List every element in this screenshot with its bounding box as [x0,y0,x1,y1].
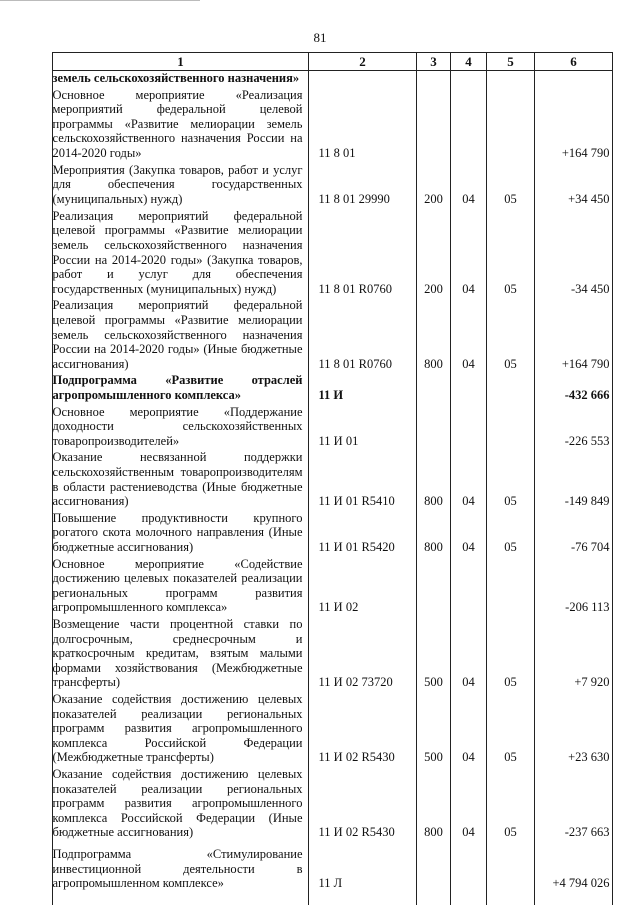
row-description: Оказание содействия достижению целевых показателей реализации региональных программ развития агропромышленного комплекса Российской Федерации (Иные бюджетные ассигнования) [52,766,303,840]
row-amount: +164 790 [561,356,610,371]
row-code: 11 8 01 [318,146,356,160]
col-header-amount: 6 [535,53,613,71]
row-code: 11 И 02 R5430 [318,750,395,765]
row-code: 11 И [318,387,344,402]
row-expense-type: 200 [424,281,443,296]
table-row [53,767,613,842]
table-row [53,692,613,767]
table-row [53,88,613,163]
row-section: 04 [462,539,475,554]
row-expense-type [417,557,451,617]
row-amount: -432 666 [564,387,610,402]
table-row [53,163,613,209]
row-amount [535,71,613,88]
column-divider [486,70,487,905]
row-section [451,88,487,163]
row-subsection: 05 [504,539,517,554]
row-section: 04 [462,281,475,296]
col-header-expense-type: 3 [417,53,451,71]
row-section: 04 [462,356,475,371]
row-expense-type: 500 [424,750,443,765]
row-section: 04 [462,825,475,840]
row-description: Основное мероприятие «Реализация мероприятий федеральной целевой программы «Развитие мелиорации земель сельскохозяйственного назначения России на 2014-2020 годы» [52,87,303,160]
row-code: 11 8 01 29990 [318,191,390,206]
table-row [53,298,613,373]
row-amount: +34 450 [568,191,610,206]
column-divider [534,70,535,905]
row-amount: -149 849 [564,494,610,509]
row-code: 11 8 01 R0760 [318,356,392,371]
table-row [53,405,613,451]
row-expense-type [417,373,451,404]
row-code: 11 8 01 R0760 [318,281,392,296]
table-row [53,373,613,404]
row-description: Основное мероприятие «Содействие достижению целевых показателей реализации региональных программ развития агропромышленного комплекса» [52,556,303,615]
row-code: 11 И 02 73720 [318,675,393,690]
row-expense-type [417,842,451,893]
col-header-description: 1 [53,53,309,71]
top-rule [0,0,200,1]
row-expense-type: 800 [424,356,443,371]
column-divider [450,70,451,905]
row-amount: -206 113 [565,600,610,615]
row-subsection: 05 [504,281,517,296]
row-expense-type [417,71,451,88]
row-description: Оказание содействия достижению целевых показателей реализации региональных программ развития агропромышленного комплекса Российской Федерации (Межбюджетные трансферты) [52,691,303,765]
column-divider [308,70,309,905]
col-header-subsection: 5 [487,53,535,71]
row-description: Оказание несвязанной поддержки сельскохозяйственным товаропроизводителям в области растениеводства (Иные бюджетные ассигнования) [52,450,303,509]
row-section: 04 [462,750,475,765]
budget-table [52,52,613,893]
row-code [309,71,417,88]
row-subsection: 05 [504,494,517,509]
row-subsection [487,88,535,163]
row-section [451,557,487,617]
row-section [451,373,487,404]
col-header-code: 2 [309,53,417,71]
row-code: 11 И 01 R5420 [318,539,395,554]
row-code: 11 И 01 [318,433,359,448]
table-row [53,617,613,692]
row-subsection: 05 [504,750,517,765]
row-subsection: 05 [504,191,517,206]
table-row [53,71,613,88]
page-number: 81 [313,30,327,45]
row-section [451,71,487,88]
row-description: Возмещение части процентной ставки по долгосрочным, среднесрочным и краткосрочным кредитам, взятым малыми формами хозяйствования (Межбюджетные трансферты) [52,616,303,690]
row-amount: -237 663 [564,825,610,840]
row-section [451,842,487,893]
row-expense-type: 800 [424,825,443,840]
row-description: Реализация мероприятий федеральной целевой программы «Развитие мелиорации земель сельскохозяйственного назначения России на 2014-2020 годы» (Закупка товаров, работ и услуг для обеспечения государственных (муниципальных) нужд) [52,208,303,296]
row-code: 11 И 01 R5410 [318,494,395,509]
row-section [451,405,487,451]
row-expense-type [417,88,451,163]
col-header-section: 4 [451,53,487,71]
table-border-left [52,70,53,905]
row-amount: +164 790 [561,146,610,160]
row-expense-type: 800 [424,539,443,554]
row-subsection [487,842,535,893]
row-description: Подпрограмма «Стимулирование инвестиционной деятельности в агропромышленном комплексе» [52,847,303,891]
row-section: 04 [462,494,475,509]
row-section: 04 [462,675,475,690]
row-description: Подпрограмма «Развитие отраслей агропромышленного комплекса» [52,373,303,402]
row-expense-type: 200 [424,191,443,206]
row-section: 04 [462,191,475,206]
row-subsection: 05 [504,356,517,371]
row-description: Мероприятия (Закупка товаров, работ и услуг для обеспечения государственных (муниципальных) нужд) [52,162,303,206]
row-expense-type [417,405,451,451]
column-divider [416,70,417,905]
row-subsection [487,71,535,88]
table-border-right [612,70,613,905]
table-row [53,557,613,617]
row-amount: +7 920 [574,675,610,690]
row-subsection: 05 [504,825,517,840]
row-amount: +4 794 026 [552,876,610,891]
row-description: Основное мероприятие «Поддержание доходности сельскохозяйственных товаропроизводителей» [52,404,303,448]
row-amount: -226 553 [564,433,610,448]
row-subsection: 05 [504,675,517,690]
row-subsection [487,557,535,617]
header-row [53,53,613,71]
row-subsection [487,373,535,404]
row-code: 11 И 02 R5430 [318,825,395,840]
row-subsection [487,405,535,451]
table-row [53,450,613,510]
row-amount: -34 450 [570,281,610,296]
row-description: Повышение продуктивности крупного рогатого скота молочного направления (Иные бюджетные ассигнования) [52,510,303,554]
row-expense-type: 800 [424,494,443,509]
row-expense-type: 500 [424,675,443,690]
table-row [53,511,613,557]
table-row [53,208,613,298]
row-description: земель сельскохозяйственного назначения» [52,71,300,85]
row-amount: -76 704 [570,539,610,554]
row-amount: +23 630 [568,750,610,765]
row-code: 11 Л [318,876,343,891]
row-description: Реализация мероприятий федеральной целевой программы «Развитие мелиорации земель сельскохозяйственного назначения России на 2014-2020 годы» (Иные бюджетные ассигнования) [52,298,303,371]
row-code: 11 И 02 [318,600,359,615]
table-row [53,842,613,893]
